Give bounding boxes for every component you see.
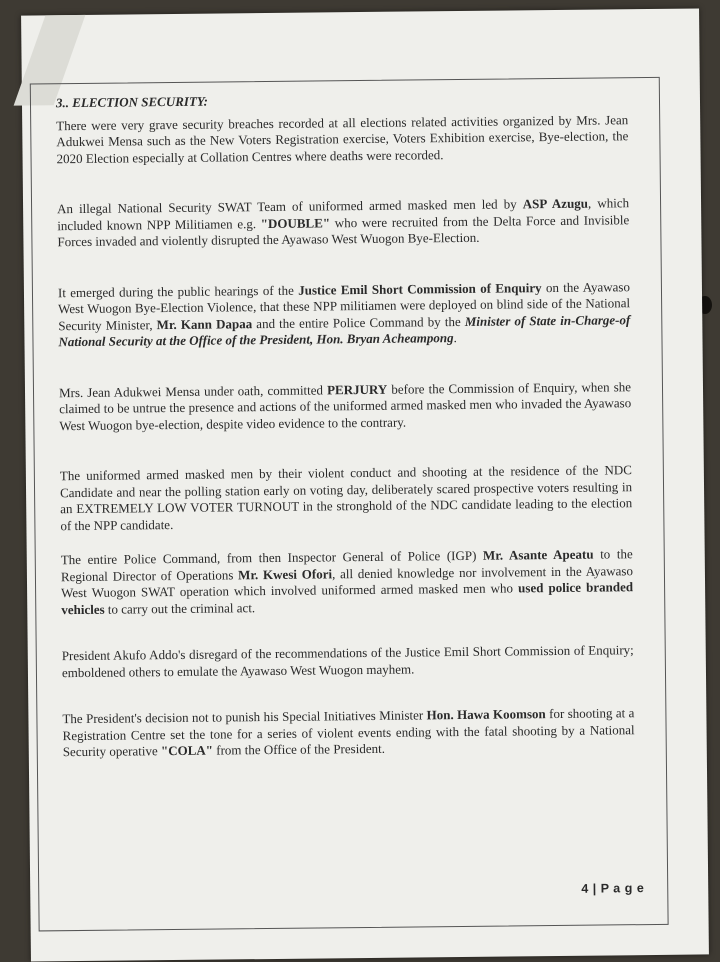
paragraph-2: An illegal National Security SWAT Team of uniformed armed masked men led by ASP Azugu, which included known NPP Militiamen e.g. "DOUBLE" who were recruited from the Delta Force and Invisible Forces invaded and violently disrupted the Ayawaso West Wuogon Bye-Election.	[57, 195, 630, 250]
page-number: 4 | P a g e	[581, 881, 645, 896]
paragraph-5: The uniformed armed masked men by their violent conduct and shooting at the residence of the NDC Candidate and near the polling station early on voting day, deliberately scared prospective voters resulting in an EXTREMELY LOW VOTER TURNOUT in the stronghold of the NDC candidate leading to the election of the NPP candidate.	[59, 462, 633, 533]
paragraph-4: Mrs. Jean Adukwei Mensa under oath, committed PERJURY before the Commission of Enquiry, when she claimed to be untrue the presence and actions of the uniformed armed masked men who invaded the Ayawaso West Wuogon bye-election, despite video evidence to the contrary.	[58, 378, 632, 433]
paragraph-6: The entire Police Command, from then Inspector General of Police (IGP) Mr. Asante Apeatu to the Regional Director of Operations Mr. Kwesi Ofori, all denied knowledge nor involvement in the Ayawaso West Wuogon SWAT operation which involved uniformed armed masked men who used police branded vehicles to carry out the criminal act.	[60, 546, 634, 617]
paragraph-8: The President's decision not to punish his Special Initiatives Minister Hon. Hawa Koomson for shooting at a Registration Centre set the tone for a series of violent events ending with the fatal shooting by a National Security operative "COLA" from the Office of the President.	[62, 705, 635, 760]
paragraph-7: President Akufo Addo's disregard of the recommendations of the Justice Emil Short Commission of Enquiry; emboldened others to emulate the Ayawaso West Wuogon mayhem.	[61, 642, 634, 680]
document-body	[56, 89, 635, 760]
paragraph-1: There were very grave security breaches recorded at all elections related activities organized by Mrs. Jean Adukwei Mensa such as the New Voters Registration exercise, Voters Exhibition exercise, Bye-election, the 2020 Election especially at Collation Centres where deaths were recorded.	[56, 111, 629, 166]
paragraph-3: It emerged during the public hearings of the Justice Emil Short Commission of Enquiry on the Ayawaso West Wuogon Bye-Election Violence, that these NPP militiamen were deployed on blind side of the National Security Minister, Mr. Kann Dapaa and the entire Police Command by the Minister of State in-Charge-of National Security at the Office of the President, Hon. Bryan Acheampong.	[57, 278, 631, 350]
document-page	[21, 8, 709, 961]
section-heading: 3.. ELECTION SECURITY:	[55, 93, 208, 111]
